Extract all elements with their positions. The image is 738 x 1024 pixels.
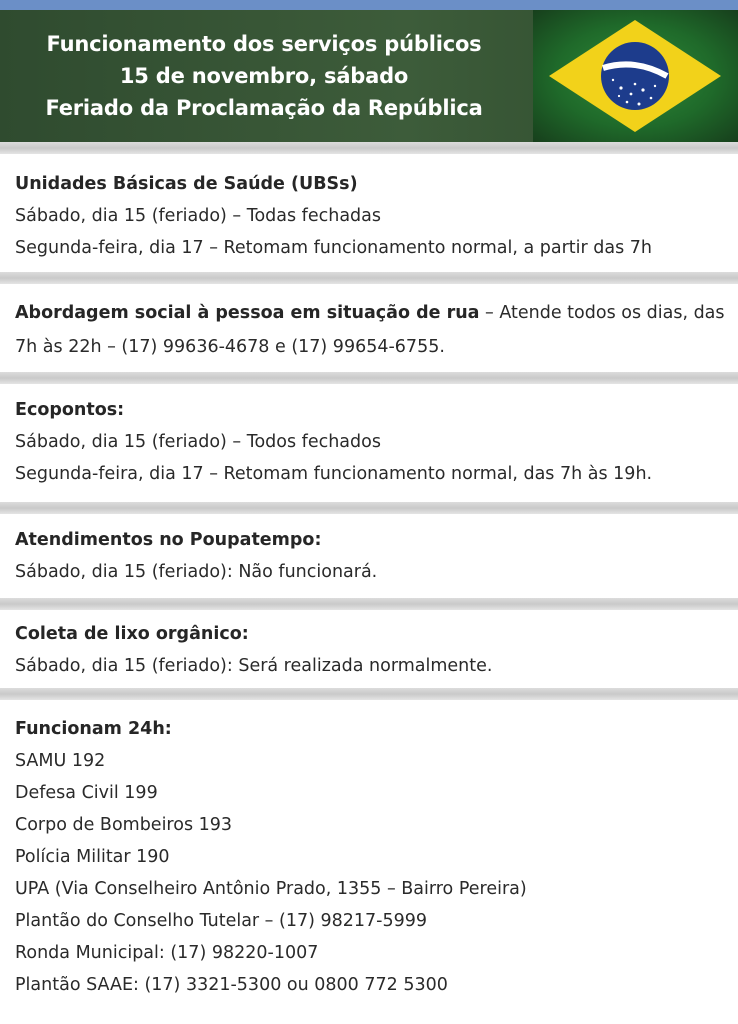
section-title: Funcionam 24h: (15, 719, 172, 739)
list-item: Ronda Municipal: (17) 98220-1007 (15, 943, 319, 963)
list-item: Plantão SAAE: (17) 3321-5300 ou 0800 772 5300 (15, 975, 448, 995)
list-item: Polícia Militar 190 (15, 847, 170, 867)
section-coleta (15, 618, 725, 682)
divider (0, 142, 738, 154)
section-paragraph (15, 296, 725, 364)
list-item: Defesa Civil 199 (15, 783, 158, 803)
header-line-1: Funcionamento dos serviços públicos (46, 32, 482, 56)
header-line-2: 15 de novembro, sábado (119, 64, 409, 88)
section-title: Coleta de lixo orgânico: (15, 624, 249, 644)
section-line: Sábado, dia 15 (feriado): Será realizada normalmente. (15, 656, 493, 676)
list-item: UPA (Via Conselheiro Antônio Prado, 1355 – Bairro Pereira) (15, 879, 527, 899)
list-item: SAMU 192 (15, 751, 106, 771)
section-line: Segunda-feira, dia 17 – Retomam funcionamento normal, a partir das 7h (15, 238, 652, 258)
section-text: – Atende todos os dias, das 7h às 22h – (17) 99636-4678 e (17) 99654-6755. (15, 303, 725, 357)
section-title: Ecopontos: (15, 400, 125, 420)
divider (0, 598, 738, 610)
section-line: Sábado, dia 15 (feriado) – Todos fechados (15, 432, 381, 452)
brazil-flag-icon (533, 10, 738, 142)
list-item: Corpo de Bombeiros 193 (15, 815, 233, 835)
section-line: Segunda-feira, dia 17 – Retomam funcionamento normal, das 7h às 19h. (15, 464, 653, 484)
divider (0, 272, 738, 284)
section-title: Abordagem social à pessoa em situação de rua (15, 303, 480, 323)
section-abordagem (15, 296, 725, 364)
divider (0, 688, 738, 700)
section-line: Sábado, dia 15 (feriado): Não funcionará. (15, 562, 378, 582)
section-title: Atendimentos no Poupatempo: (15, 530, 322, 550)
section-ecopontos (15, 394, 725, 490)
section-funcionam-24h (15, 713, 725, 1001)
top-strip (0, 0, 738, 10)
section-title: Unidades Básicas de Saúde (UBSs) (15, 174, 358, 194)
section-line: Sábado, dia 15 (feriado) – Todas fechadas (15, 206, 381, 226)
header-line-3: Feriado da Proclamação da República (45, 96, 483, 120)
section-poupatempo (15, 524, 725, 588)
section-ubs (15, 168, 725, 264)
divider (0, 502, 738, 514)
list-item: Plantão do Conselho Tutelar – (17) 98217-5999 (15, 911, 428, 931)
header-title (14, 28, 514, 124)
divider (0, 372, 738, 384)
